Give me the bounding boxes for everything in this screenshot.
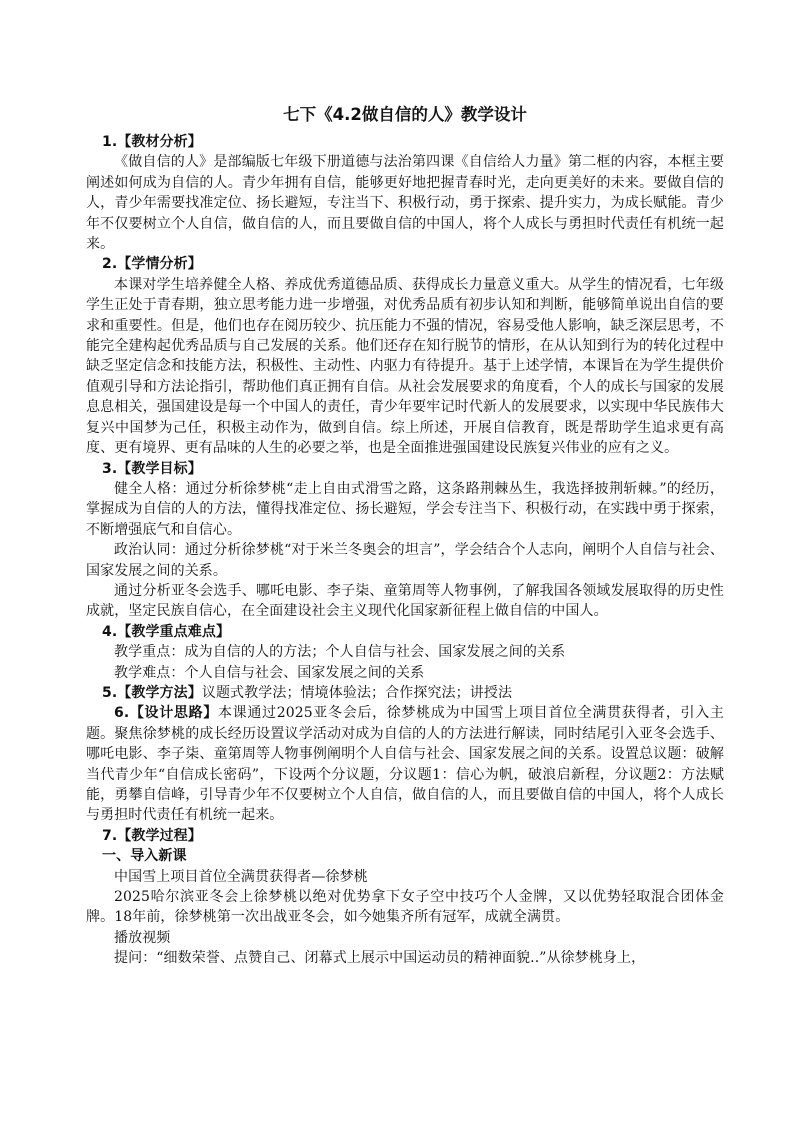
section-heading: 6.【设计思路】 (114, 705, 218, 722)
sub-heading: 一、导入新课 (102, 848, 187, 865)
paragraph: 播放视频 (114, 929, 171, 946)
paragraph (86, 683, 724, 703)
paragraph: 教学重点：成为自信的人的方法；个人自信与社会、国家发展之间的关系 (114, 644, 566, 661)
section-teaching-objectives (86, 459, 724, 622)
inline-text: 议题式教学法；情境体验法；合作探究法；讲授法 (201, 684, 513, 701)
paragraph: 《做自信的人》是部编版七年级下册道德与法治第四课《自信给人力量》第二框的内容，本框主要阐述如何成为自信的人。青少年拥有自信，能够更好地把握青春时光，走向更美好的未来。要做自信的人，青少年需要找准定位、扬长避短，专注当下、积极行动，勇于探索、提升实力，为成长赋能。青少年不仅要树立个人自信，做自信的人，而且要做自信的中国人，将个人成长与勇担时代责任有机统一起来。 (86, 154, 724, 253)
paragraph: 提问：“细数荣誉、点赞自己、闭幕式上展示中国运动员的精神面貌..”从徐梦桃身上， (114, 950, 646, 967)
section-heading: 4.【教学重点难点】 (102, 623, 231, 640)
section-student-analysis (86, 254, 724, 458)
section-heading: 7.【教学过程】 (102, 827, 202, 844)
section-design-ideas (86, 703, 724, 825)
section-heading: 5.【教学方法】 (102, 684, 202, 701)
section-teaching-process (86, 826, 724, 969)
paragraph: 政治认同：通过分析徐梦桃“对于米兰冬奥会的坦言”，学会结合个人志向，阐明个人自信与社会、国家发展之间的关系。 (86, 542, 724, 579)
document-body (86, 132, 724, 969)
inline-text: 本课通过2025亚冬会后，徐梦桃成为中国雪上项目首位全满贯获得者，引入主题。聚焦徐梦桃的成长经历设置议学活动对成为自信的人的方法进行解读，同时结尾引入亚冬会选手、哪吒电影、李子柒、童第周等人物事例阐明个人自信与社会、国家发展之间的关系。设置总议题：破解当代青少年“自信成长密码”，下设两个分议题，分议题1：信心为帆，破浪启新程，分议题2：方法赋能，勇攀自信峰，引导青少年不仅要树立个人自信，做自信的人，而且要做自信的中国人，将个人成长与勇担时代责任有机统一起来。 (86, 705, 725, 824)
paragraph: 中国雪上项目首位全满贯获得者—徐梦桃 (114, 868, 368, 885)
paragraph: 健全人格：通过分析徐梦桃“走上自由式滑雪之路，这条路荆棘丛生，我选择披荆斩棘。”的经历，掌握成为自信的人的方法，懂得找准定位、扬长避短，学会专注当下、积极行动，在实践中勇于探索，不断增强底气和自信心。 (86, 480, 724, 538)
section-heading: 1.【教材分析】 (102, 134, 202, 150)
paragraph (86, 703, 724, 825)
section-heading: 2.【学情分析】 (102, 256, 202, 273)
section-textbook-analysis (86, 132, 724, 254)
section-heading: 3.【教学目标】 (102, 460, 202, 477)
document-title: 七下《4.2做自信的人》教学设计 (283, 105, 527, 124)
paragraph: 教学难点：个人自信与社会、国家发展之间的关系 (114, 664, 425, 681)
section-key-points (86, 622, 724, 683)
paragraph: 通过分析亚冬会选手、哪吒电影、李子柒、童第周等人物事例，了解我国各领域发展取得的历史性成就，坚定民族自信心，在全面建设社会主义现代化国家新征程上做自信的中国人。 (86, 582, 724, 620)
paragraph: 2025哈尔滨亚冬会上徐梦桃以绝对优势拿下女子空中技巧个人金牌，又以优势轻取混合团体金牌。18年前，徐梦桃第一次出战亚冬会，如今她集齐所有冠军，成就全满贯。 (86, 889, 724, 926)
paragraph: 本课对学生培养健全人格、养成优秀道德品质、获得成长力量意义重大。从学生的情况看，七年级学生正处于青春期，独立思考能力进一步增强，对优秀品质有初步认知和判断，能够简单说出自信的要求和重要性。但是，他们也存在阅历较少、抗压能力不强的情况，容易受他人影响，缺乏深层思考，不能完全建构起优秀品质与自己发展的关系。他们还存在知行脱节的情形，在从认知到行为的转化过程中缺乏坚定信念和技能方法，积极性、主动性、内驱力有待提升。基于上述学情，本课旨在为学生提供价值观引导和方法论指引，帮助他们真正拥有自信。从社会发展要求的角度看，个人的成长与国家的发展息息相关，强国建设是每一个中国人的责任，青少年要牢记时代新人的发展要求，以实现中华民族伟大复兴中国梦为己任，积极主动作为，做到自信。综上所述，开展自信教育，既是帮助学生追求更有高度、更有境界、更有品味的人生的必要之举，也是全面推进强国建设民族复兴伟业的应有之义。 (86, 276, 724, 457)
section-teaching-methods (86, 683, 724, 703)
